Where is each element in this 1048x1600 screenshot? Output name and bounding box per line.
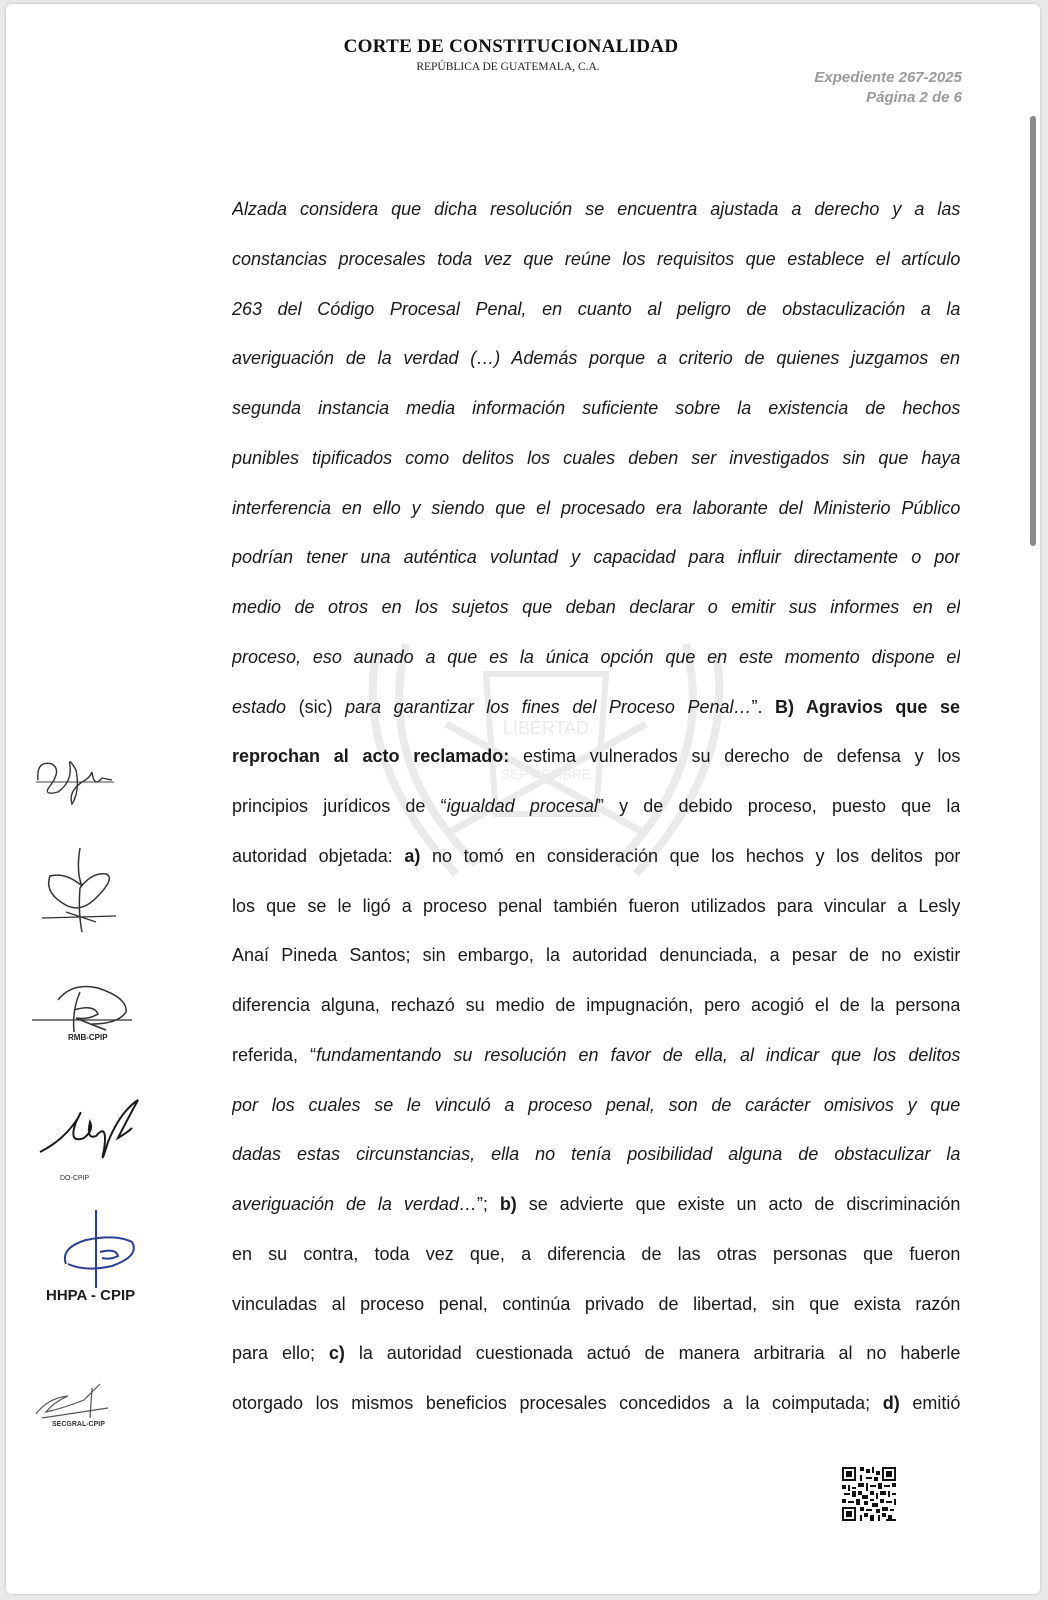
text-line: segunda instancia media información suficiente sobre la existencia de hechos xyxy=(232,398,960,418)
signature-6 xyxy=(28,1378,112,1430)
signature-6-label: SECGRAL-CPIP xyxy=(52,1421,105,1428)
text-line: averiguación de la verdad…”; b) se advierte que existe un acto de discriminación xyxy=(232,1194,960,1214)
document-body xyxy=(232,185,960,1429)
text-line: otorgado los mismos beneficios procesales concedidos a la coimputada; d) emitió xyxy=(232,1393,960,1413)
case-reference xyxy=(814,68,962,108)
signature-3-label: RMB-CPIP xyxy=(68,1033,108,1042)
text-line: autoridad objetada: a) no tomó en consideración que los hechos y los delitos por xyxy=(232,845,960,866)
text-line: reprochan al acto reclamado: estima vulnerados su derecho de defensa y los xyxy=(232,746,960,767)
text-line: por los cuales se le vinculó a proceso penal, son de carácter omisivos y que xyxy=(232,1094,960,1115)
signature-2 xyxy=(36,842,122,936)
scrollbar[interactable] xyxy=(1026,4,1040,1594)
qr-code[interactable] xyxy=(842,1467,896,1521)
signature-4 xyxy=(34,1092,144,1184)
document-page xyxy=(6,4,1040,1594)
expediente-number: Expediente 267-2025 xyxy=(814,69,962,86)
text-line: vinculadas al proceso penal, continúa privado de libertad, sin que exista razón xyxy=(232,1293,960,1314)
text-line: en su contra, toda vez que, a diferencia de las otras personas que fueron xyxy=(232,1243,960,1264)
text-line: 263 del Código Procesal Penal, en cuanto al peligro de obstaculización a la xyxy=(232,298,960,319)
watermark-text-1: LIBERTAD xyxy=(502,718,590,738)
text-line: referida, “fundamentando su resolución en favor de ella, al indicar que los delitos xyxy=(232,1044,960,1065)
signature-3 xyxy=(28,980,136,1042)
text-line: podrían tener una auténtica voluntad y capacidad para influir directamente o por xyxy=(232,547,960,568)
text-line: punibles tipificados como delitos los cuales deben ser investigados sin que haya xyxy=(232,447,960,468)
text-line: Anaí Pineda Santos; sin embargo, la autoridad denunciada, a pesar de no existir xyxy=(232,945,960,966)
text-line: diferencia alguna, rechazó su medio de impugnación, pero acogió el de la persona xyxy=(232,995,960,1015)
signature-5-label: HHPA - CPIP xyxy=(46,1287,136,1304)
watermark-text-2: SEPTIEMBRE xyxy=(500,766,592,782)
scrollbar-thumb[interactable] xyxy=(1030,116,1036,546)
text-line: los que se le ligó a proceso penal también fueron utilizados para vincular a Lesly xyxy=(232,895,960,916)
text-line: para ello; c) la autoridad cuestionada actuó de manera arbitraria al no haberle xyxy=(232,1343,960,1364)
signature-1 xyxy=(32,752,116,816)
text-line: proceso, eso aunado a que es la única opción que en este momento dispone el xyxy=(232,646,960,667)
text-line: principios jurídicos de “igualdad procesal” y de debido proceso, puesto que la xyxy=(232,796,960,816)
text-line: constancias procesales toda vez que reúne los requisitos que establece el artículo xyxy=(232,248,960,269)
page-number: Página 2 de 6 xyxy=(866,89,962,106)
court-subtitle: REPÚBLICA DE GUATEMALA, C.A. xyxy=(416,61,600,73)
court-title: CORTE DE CONSTITUCIONALIDAD xyxy=(343,36,679,57)
text-line: interferencia en ello y siendo que el procesado era laborante del Ministerio Público xyxy=(232,497,960,518)
signature-5 xyxy=(56,1208,140,1290)
text-line: estado (sic) para garantizar los fines del Proceso Penal…”. B) Agravios que se xyxy=(232,696,960,717)
signature-4-label: DO-CPIP xyxy=(60,1175,90,1182)
text-line: dadas estas circunstancias, ella no tenía posibilidad alguna de obstaculizar la xyxy=(232,1144,960,1165)
text-line: medio de otros en los sujetos que deban declarar o emitir sus informes en el xyxy=(232,597,960,617)
text-line: Alzada considera que dicha resolución se encuentra ajustada a derecho y a las xyxy=(232,199,960,219)
text-line: averiguación de la verdad (…) Además porque a criterio de quienes juzgamos en xyxy=(232,348,960,369)
